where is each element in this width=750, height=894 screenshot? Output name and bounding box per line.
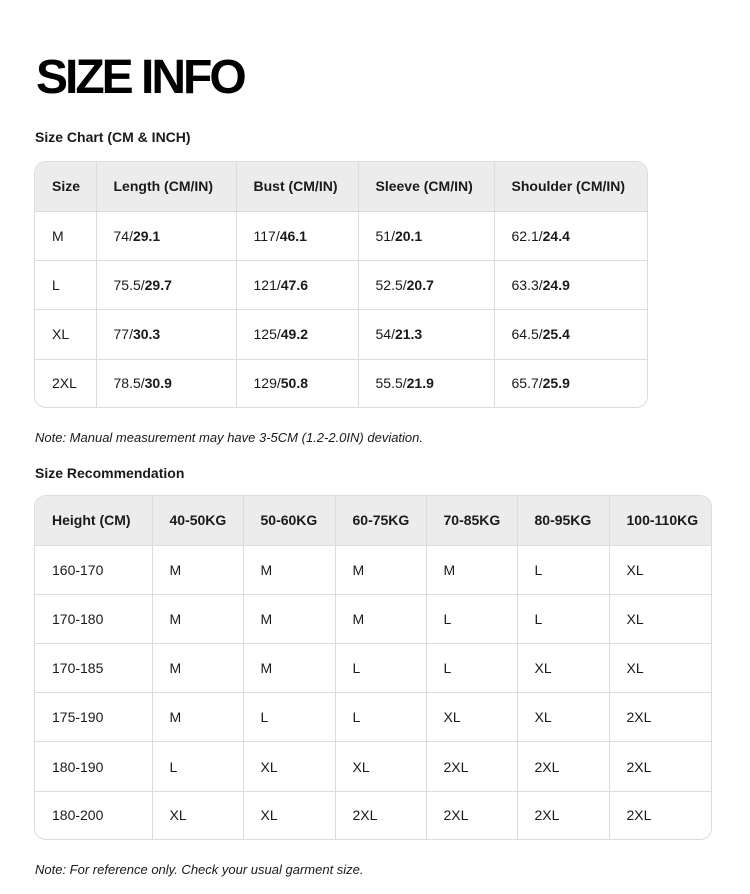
recommendation-header-row (35, 496, 711, 545)
height-cell: 170-180 (35, 594, 152, 643)
table-row (35, 643, 711, 692)
size-cell: L (517, 594, 609, 643)
table-row (35, 742, 711, 791)
size-cell: L (152, 742, 243, 791)
column-header: Shoulder (CM/IN) (494, 162, 647, 211)
height-cell: 160-170 (35, 545, 152, 594)
table-row (35, 693, 711, 742)
size-cell: M (152, 545, 243, 594)
length-cell: 74/29.1 (96, 211, 236, 260)
size-cell: 2XL (335, 791, 426, 839)
shoulder-cell: 64.5/25.4 (494, 310, 647, 359)
size-cell: M (335, 594, 426, 643)
table-row (35, 359, 647, 407)
size-cell: M (35, 211, 96, 260)
height-cell: 180-190 (35, 742, 152, 791)
size-cell: M (243, 594, 335, 643)
size-cell: M (152, 594, 243, 643)
size-cell: L (335, 693, 426, 742)
shoulder-cell: 62.1/24.4 (494, 211, 647, 260)
size-recommendation-table (34, 495, 712, 840)
size-cell: 2XL (35, 359, 96, 407)
table-row (35, 594, 711, 643)
size-cell: 2XL (426, 742, 517, 791)
size-cell: M (426, 545, 517, 594)
size-cell: L (426, 643, 517, 692)
size-cell: XL (35, 310, 96, 359)
size-cell: XL (243, 791, 335, 839)
bust-cell: 129/50.8 (236, 359, 358, 407)
size-cell: 2XL (517, 742, 609, 791)
height-cell: 180-200 (35, 791, 152, 839)
size-cell: XL (426, 693, 517, 742)
shoulder-cell: 65.7/25.9 (511, 375, 570, 392)
table-row (35, 211, 647, 260)
size-cell: XL (609, 594, 711, 643)
table-row (35, 310, 647, 359)
size-cell: XL (335, 742, 426, 791)
column-header: Length (CM/IN) (96, 162, 236, 211)
size-cell: L (243, 693, 335, 742)
height-cell: 175-190 (35, 693, 152, 742)
sleeve-cell: 51/20.1 (358, 211, 494, 260)
length-cell: 77/30.3 (96, 310, 236, 359)
size-cell: L (35, 260, 96, 309)
table-row (35, 791, 711, 839)
column-header: Sleeve (CM/IN) (358, 162, 494, 211)
page-title: SIZE INFO (36, 51, 244, 104)
column-header: Size (35, 162, 96, 211)
length-cell: 78.5/30.9 (96, 359, 236, 407)
column-header: 60-75KG (335, 496, 426, 545)
size-cell: XL (609, 643, 711, 692)
column-header: Bust (CM/IN) (236, 162, 358, 211)
column-header: 40-50KG (152, 496, 243, 545)
bust-cell: 121/47.6 (236, 260, 358, 309)
sleeve-cell: 54/21.3 (358, 310, 494, 359)
bust-cell: 117/46.1 (236, 211, 358, 260)
size-chart-note: Note: Manual measurement may have 3-5CM (1.2-2.0IN) deviation. (35, 430, 424, 445)
column-header: 70-85KG (426, 496, 517, 545)
column-header: Height (CM) (35, 496, 152, 545)
size-cell: 2XL (517, 791, 609, 839)
size-cell: M (152, 643, 243, 692)
size-cell: L (517, 545, 609, 594)
size-cell: 2XL (626, 807, 652, 824)
column-header: 80-95KG (517, 496, 609, 545)
size-cell: XL (609, 545, 711, 594)
size-cell: 2XL (426, 791, 517, 839)
height-cell: 170-185 (35, 643, 152, 692)
size-cell: M (243, 643, 335, 692)
size-chart-heading: Size Chart (CM & INCH) (35, 129, 191, 145)
size-recommendation-note: Note: For reference only. Check your usual garment size. (35, 862, 364, 877)
size-cell: XL (517, 643, 609, 692)
size-cell: L (426, 594, 517, 643)
size-cell: M (243, 545, 335, 594)
size-chart-header-row (35, 162, 647, 211)
sleeve-cell: 55.5/21.9 (358, 359, 494, 407)
size-cell: 2XL (609, 742, 711, 791)
size-cell: XL (152, 791, 243, 839)
shoulder-cell: 63.3/24.9 (494, 260, 647, 309)
size-cell: XL (517, 693, 609, 742)
column-header: 100-110KG (609, 496, 711, 545)
table-row (35, 260, 647, 309)
bust-cell: 125/49.2 (236, 310, 358, 359)
size-cell: M (152, 693, 243, 742)
table-row (35, 545, 711, 594)
column-header: 50-60KG (243, 496, 335, 545)
size-cell: 2XL (609, 693, 711, 742)
length-cell: 75.5/29.7 (96, 260, 236, 309)
sleeve-cell: 52.5/20.7 (358, 260, 494, 309)
size-cell: M (335, 545, 426, 594)
size-chart-table (34, 161, 648, 408)
size-cell: XL (243, 742, 335, 791)
size-cell: L (335, 643, 426, 692)
size-recommendation-heading: Size Recommendation (35, 465, 185, 481)
